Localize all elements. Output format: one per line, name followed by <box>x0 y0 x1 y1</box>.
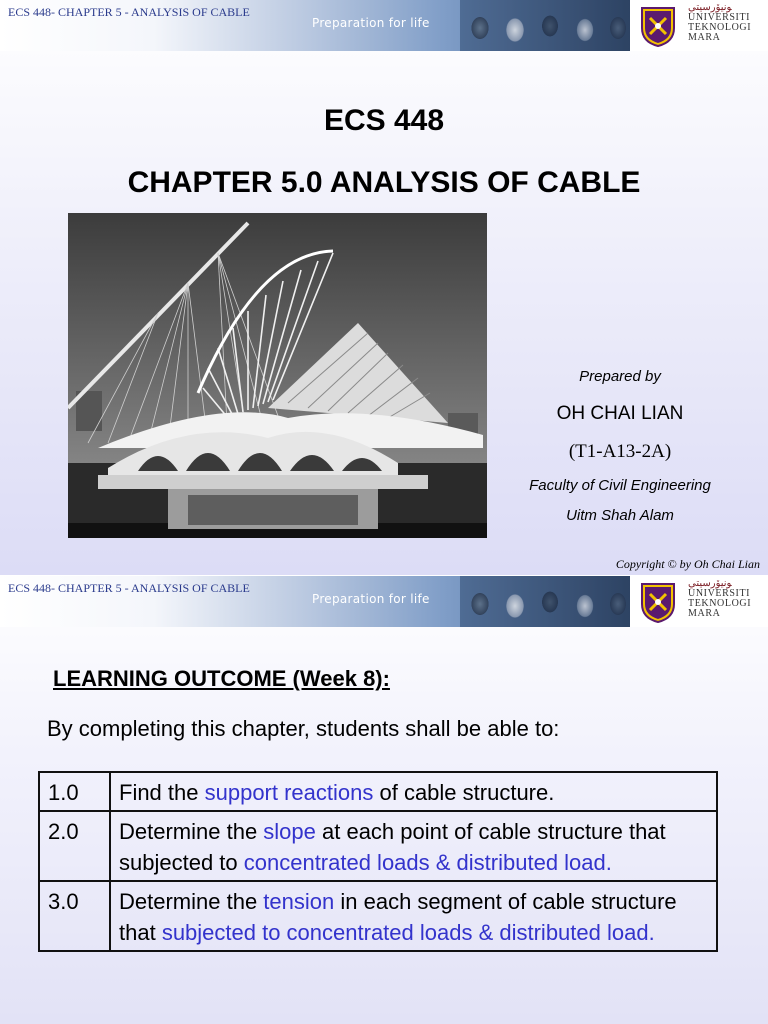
outcome-text-part: at each point of cable structure that subjected to <box>119 819 666 875</box>
header-students-photo <box>460 0 630 51</box>
learning-outcome-heading: LEARNING OUTCOME (Week 8): <box>53 666 390 691</box>
author-name: OH CHAI LIAN <box>556 403 684 424</box>
author-code: (T1-A13-2A) <box>568 441 672 462</box>
course-code: ECS 448 <box>323 104 445 137</box>
chapter-title: CHAPTER 5.0 ANALYSIS OF CABLE <box>127 166 641 199</box>
header-tagline: Preparation for life <box>312 592 430 606</box>
outcome-text-part: in each segment of cable structure that <box>119 889 677 945</box>
bridge-photo <box>68 213 487 538</box>
outcome-text-part: Determine the <box>119 889 264 914</box>
copyright-notice: Copyright © by Oh Chai Lian <box>615 557 760 571</box>
table-row <box>39 881 717 951</box>
logo-name-line-3: MARA <box>688 608 721 619</box>
outcome-highlight: slope <box>263 819 316 844</box>
header-banner <box>0 576 768 627</box>
outcome-highlight: support reactions <box>204 780 374 805</box>
outcome-highlight: tension <box>263 889 335 914</box>
outcome-text <box>110 772 717 811</box>
university-logo <box>630 576 768 627</box>
logo-name-line-2: TEKNOLOGI <box>688 598 752 609</box>
logo-name-line-3: MARA <box>688 32 721 43</box>
logo-name-line-2: TEKNOLOGI <box>688 22 752 33</box>
header-students-photo <box>460 576 630 627</box>
logo-jawi-text: ﻮﻧﻴﯚﺭﺳﻴﺘﻲ <box>688 2 732 13</box>
learning-outcome-slide <box>0 576 768 1024</box>
outcome-text-part: of cable structure. <box>373 780 555 805</box>
outcome-highlight: subjected to concentrated loads & distributed load. <box>161 920 655 945</box>
header-course-text: ECS 448- CHAPTER 5 - ANALYSIS OF CABLE <box>8 581 250 595</box>
header-banner <box>0 0 768 51</box>
logo-jawi-text: ﻮﻧﻴﯚﺭﺳﻴﺘﻲ <box>688 578 732 589</box>
outcome-number: 3.0 <box>39 881 110 951</box>
logo-name-line-1: UNIVERSITI <box>688 588 751 599</box>
prepared-by-label: Prepared by <box>579 368 661 385</box>
table-row <box>39 772 717 811</box>
outcome-highlight: concentrated loads & distributed load. <box>243 850 612 875</box>
logo-name <box>688 589 751 619</box>
outcome-text <box>110 881 717 951</box>
faculty-name: Faculty of Civil Engineering <box>529 477 711 494</box>
uitm-crest-icon <box>636 580 680 624</box>
outcomes-table <box>38 771 718 952</box>
logo-name-line-1: UNIVERSITI <box>688 12 751 23</box>
header-course-text: ECS 448- CHAPTER 5 - ANALYSIS OF CABLE <box>8 5 250 19</box>
outcome-text <box>110 811 717 881</box>
learning-outcome-intro: By completing this chapter, students shall be able to: <box>47 716 560 741</box>
uitm-crest-icon <box>636 4 680 48</box>
outcome-text-part: Find the <box>119 780 205 805</box>
university-logo <box>630 0 768 51</box>
outcome-number: 2.0 <box>39 811 110 881</box>
outcome-number: 1.0 <box>39 772 110 811</box>
table-row <box>39 811 717 881</box>
logo-name <box>688 13 751 43</box>
header-tagline: Preparation for life <box>312 16 430 30</box>
outcome-text-part: Determine the <box>119 819 264 844</box>
campus-name: Uitm Shah Alam <box>566 507 674 524</box>
